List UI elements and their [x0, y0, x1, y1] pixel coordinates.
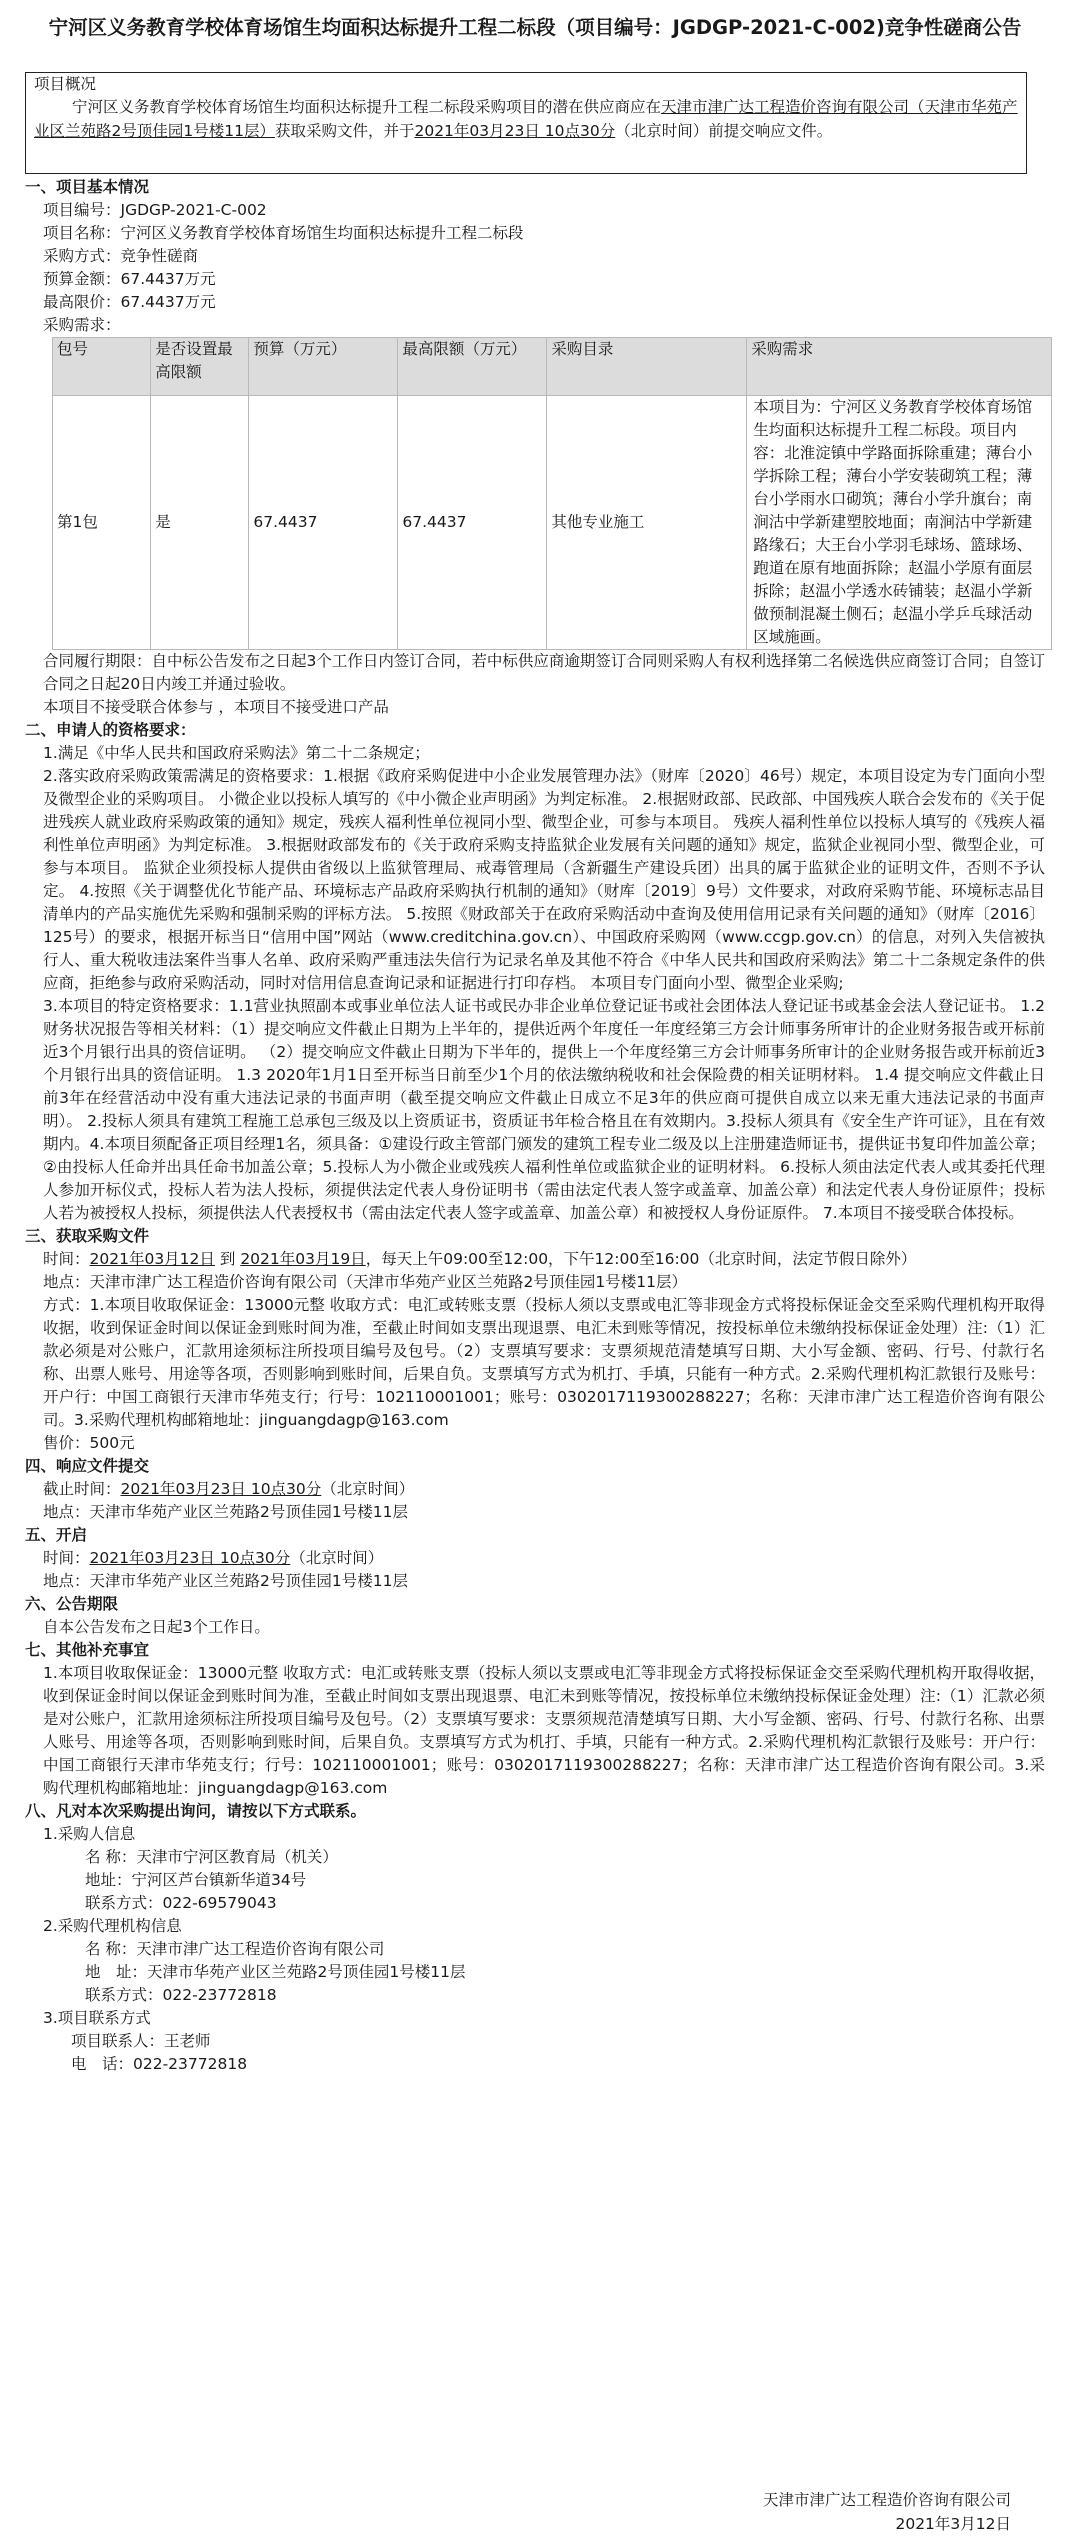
opening-time-label: 时间：: [43, 1549, 90, 1567]
contact-phone: 电 话：022-23772818: [71, 2055, 248, 2073]
section-3-heading: 三、获取采购文件: [25, 1227, 150, 1245]
signer-organization: 天津市津广达工程造价咨询有限公司: [762, 2491, 1011, 2509]
acquire-place: 地点：天津市津广达工程造价咨询有限公司（天津市华苑产业区兰苑路2号顶佳园1号楼11层）: [43, 1273, 687, 1291]
acquire-start-date: 2021年03月12日: [89, 1250, 215, 1268]
main-content: [25, 176, 1045, 2076]
contract-period: 合同履行期限：自中标公告发布之日起3个工作日内签订合同，若中标供应商逾期签订合同则采购人有权利选择第二名候选供应商签订合同；自签订合同之日起20日内竣工并通过验收。: [43, 652, 1045, 693]
qualification-3: 3.本项目的特定资格要求：1.1营业执照副本或事业单位法人证书或民办非企业单位登记证书或社会团体法人登记证书或基金会法人登记证书。 1.2 财务状况报告等相关材料：（1）提交响应文件截止日期为上半年的，提供近两个年度任一年度经第三方会计师事务所审计的企业财务报告或开标前近3个月银行出具的资信证明。 （2）提交响应文件截止日期为下半年的，提供上一个年度经第三方会计师事务所审计的企业财务报告或开标前近3个月银行出具的资信证明。 1.3 2020年1月1日至开标当日前至少1个月的依法缴纳税收和社会保险费的相关证明材料。 1.4 提交响应文件截止日前3年在经营活动中没有重大违法记录的书面声明（截至提交响应文件截止日成立不足3年的供应商可提供自成立以来无重大违法记录的书面声明）。 2.投标人须具有建筑工程施工总承包三级及以上资质证书，资质证书年检合格且在有效期内。3.投标人须具有《安全生产许可证》，且在有效期内。4.本项目须配备正项目经理1名，须具备：①建设行政主管部门颁发的建筑工程专业二级及以上注册建造师证书，提供证书复印件加盖公章；②由投标人任命并出具任命书加盖公章；5.投标人为小微企业或残疾人福利性单位或监狱企业的证明材料。 6.投标人须由法定代表人或其委托代理人参加开标仪式，投标人若为法人投标，须提供法定代表人身份证明书（需由法定代表人签字或盖章、加盖公章）和法定代表人身份证原件；投标人若为被授权人投标，须提供法人代表授权书（需由法定代表人签字或盖章、加盖公章）和被授权人身份证原件。 7.本项目不接受联合体投标。: [43, 997, 1045, 1222]
buyer-phone: 联系方式：022-69579043: [85, 1894, 277, 1912]
buyer-name: 名 称：天津市宁河区教育局（机关）: [85, 1848, 338, 1866]
acquire-price: 售价：500元: [43, 1434, 135, 1452]
contact-heading: 3.项目联系方式: [43, 2009, 151, 2027]
max-price: 最高限价：67.4437万元: [43, 293, 216, 311]
acquire-time-label: 时间：: [43, 1250, 90, 1268]
package-number-cell: 第1包: [53, 396, 151, 650]
opening-time: [25, 1547, 1045, 1570]
overview-text-part: 京时间）前提交响应文件。: [646, 122, 833, 140]
buyer-info-heading: 1.采购人信息: [43, 1825, 136, 1843]
opening-place: 地点：天津市华苑产业区兰苑路2号顶佳园1号楼11层: [43, 1572, 408, 1590]
supplementary-text: 1.本项目收取保证金：13000元整 收取方式：电汇或转账支票（投标人须以支票或电汇等非现金方式将投标保证金交至采购代理机构开取得收据，收到保证金时间以保证金到账时间为准，至截止时间如支票出现退票、电汇未到账等情况，按投标单位未缴纳投标保证金处理）注:（1）汇款必须是对公账户，汇款用途须标注所投项目编号及包号。（2）支票填写要求：支票须规范清楚填写日期、大小写金额、密码、行号、付款行名称、出票人账号、用途等各项，否则影响到账时间，后果自负。支票填写方式为机打、手填，只能有一种方式。2.采购代理机构汇款银行及账号：开户行：中国工商银行天津市华苑支行；行号：102110001001；账号：0302017119300288227；名称：天津市津广达工程造价咨询有限公司。3.采购代理机构邮箱地址：jinguangdagp@163.com: [43, 1664, 1045, 1797]
overview-deadline: 2021年03月23日 10点30分: [414, 122, 616, 140]
consortium-note: 本项目不接受联合体参与 ，本项目不接受进口产品: [43, 698, 389, 716]
overview-text-part: 宁河区义务教育学校体育场馆生均面积达标提升工程二标段采购项目的潜在供应商应在: [72, 98, 662, 116]
submit-deadline-label: 截止时间：: [43, 1480, 121, 1498]
acquire-method: 方式：1.本项目收取保证金：13000元整 收取方式：电汇或转账支票（投标人须以支票或电汇等非现金方式将投标保证金交至采购代理机构开取得收据，收到保证金时间以保证金到账时间为准，至截止时间如支票出现退票、电汇未到账等情况，按投标单位未缴纳投标保证金处理）注:（1）汇款必须是对公账户，汇款用途须标注所投项目编号及包号。（2）支票填写要求：支票须规范清楚填写日期、大小写金额、密码、行号、付款行名称、出票人账号、用途等各项，否则影响到账时间，后果自负。支票填写方式为机打、手填，只能有一种方式。2.采购代理机构汇款银行及账号：开户行：中国工商银行天津市华苑支行；行号：102110001001；账号：0302017119300288227；名称：天津市津广达工程造价咨询有限公司。3.采购代理机构邮箱地址：jinguangdagp@163.com: [43, 1296, 1045, 1429]
section-7-heading: 七、其他补充事宜: [25, 1641, 150, 1659]
qualification-2: 2.落实政府采购政策需满足的资格要求：1.根据《政府采购促进中小企业发展管理办法》（财库〔2020〕46号）规定，本项目设定为专门面向小型及微型企业的采购项目。 小微企业以投标人填写的《中小微企业声明函》为判定标准。 2.根据财政部、民政部、中国残疾人联合会发布的《关于促进残疾人就业政府采购政策的通知》规定，残疾人福利性单位视同小型、微型企业，可参与本项目。 残疾人福利性单位以投标人填写的《残疾人福利性单位声明函》为判定标准。 3.根据财政部发布的《关于政府采购支持监狱企业发展有关问题的通知》规定，监狱企业视同小型、微型企业，可参与本项目。 监狱企业须投标人提供由省级以上监狱管理局、戒毒管理局（含新疆生产建设兵团）出具的属于监狱企业的证明文件，否则不予认定。 4.按照《关于调整优化节能产品、环境标志产品政府采购执行机制的通知》（财库〔2019〕9号）文件要求，对政府采购节能、环境标志品目清单内的产品实施优先采购和强制采购的评标方法。 5.按照《财政部关于在政府采购活动中查询及使用信用记录有关问题的通知》（财库〔2016〕125号）的要求，根据开标当日“信用中国”网站（www.creditchina.gov.cn）、中国政府采购网（www.ccgp.gov.cn）的信息，对列入失信被执行人、重大税收违法案件当事人名单、政府采购严重违法失信行为记录名单及其他不符合《中华人民共和国政府采购法》第二十二条规定条件的供应商，拒绝参与政府采购活动，同时对信用信息查询记录和证据进行打印存档。 本项目专门面向小型、微型企业采购;: [43, 767, 1045, 992]
overview-agency-address: 询有限公司（天津市华苑产业区兰苑路2号顶佳园1号楼11层）: [34, 98, 1018, 140]
procurement-needs-label: 采购需求：: [43, 316, 121, 334]
announcement-period: 自本公告发布之日起3个工作日。: [43, 1618, 270, 1636]
limit-set-cell: 是: [151, 396, 249, 650]
acquire-end-date: 2021年03月19日: [240, 1250, 366, 1268]
project-number: 项目编号：JGDGP-2021-C-002: [43, 201, 267, 219]
signer-date: 2021年3月12日: [895, 2515, 1011, 2533]
max-limit-cell: 67.4437: [398, 396, 547, 650]
table-header-cell: 包号: [53, 338, 151, 396]
section-4-heading: 四、响应文件提交: [25, 1457, 150, 1475]
agent-name: 名 称：天津市津广达工程造价咨询有限公司: [85, 1940, 385, 1958]
buyer-address: 地址：宁河区芦台镇新华道34号: [85, 1871, 307, 1889]
budget-amount: 预算金额：67.4437万元: [43, 270, 216, 288]
page-title: 宁河区义务教育学校体育场馆生均面积达标提升工程二标段（项目编号：JGDGP-2021-C-002)竞争性磋商公告: [48, 16, 1022, 39]
section-2-heading: 二、申请人的资格要求：: [25, 721, 196, 739]
acquire-time-to: 到: [219, 1250, 236, 1268]
budget-cell: 67.4437: [249, 396, 398, 650]
section-5-heading: 五、开启: [25, 1526, 88, 1544]
table-header-cell: 最高限额（万元）: [398, 338, 547, 396]
table-header-row: [53, 338, 1052, 396]
catalog-cell: 其他专业施工: [547, 396, 747, 650]
agent-phone: 联系方式：022-23772818: [85, 1986, 277, 2004]
table-header-cell: 采购目录: [547, 338, 747, 396]
table-header-cell: 预算（万元）: [249, 338, 398, 396]
section-8-heading: 八、凡对本次采购提出询问，请按以下方式联系。: [25, 1802, 367, 1820]
requirements-cell: 本项目为：宁河区义务教育学校体育场馆生均面积达标提升工程二标段。项目内容：北淮淀镇中学路面拆除重建；薄台小学拆除工程；薄台小学安装砌筑工程；薄台小学雨水口砌筑；薄台小学升旗台；南涧沽中学新建塑胶地面；南涧沽中学新建路缘石；大王台小学羽毛球场、篮球场、跑道在原有地面拆除；赵温小学原有面层拆除；赵温小学透水砖铺装；赵温小学新做预制混凝土侧石；赵温小学乒乓球活动区域施画。: [747, 396, 1052, 650]
table-header-cell: 采购需求: [747, 338, 1052, 396]
procurement-method: 采购方式：竞争性磋商: [43, 247, 199, 265]
submit-deadline-date: 2021年03月23日 10点30分: [120, 1480, 322, 1498]
agent-address: 地 址：天津市华苑产业区兰苑路2号顶佳园1号楼11层: [85, 1963, 466, 1981]
agent-info-heading: 2.采购代理机构信息: [43, 1917, 182, 1935]
overview-text: [34, 95, 1018, 143]
opening-tz: （北京时间）: [290, 1549, 384, 1567]
submit-deadline: [25, 1478, 1045, 1501]
acquire-time: [25, 1248, 1045, 1271]
submit-deadline-tz: （北京时间）: [321, 1480, 415, 1498]
acquire-time-hours: ，每天上午09:00至12:00，下午12:00至16:00（北京时间，法定节假日除外）: [365, 1250, 917, 1268]
section-1-heading: 一、项目基本情况: [25, 178, 150, 196]
overview-agency-link: 天津市津广达工程造价咨: [661, 98, 832, 116]
submit-place: 地点：天津市华苑产业区兰苑路2号顶佳园1号楼11层: [43, 1503, 408, 1521]
overview-heading: 项目概况: [34, 75, 97, 93]
contact-person: 项目联系人：王老师: [71, 2032, 211, 2050]
project-name: 项目名称：宁河区义务教育学校体育场馆生均面积达标提升工程二标段: [43, 224, 524, 242]
overview-text-part: 获取采购文件，并于: [274, 122, 415, 140]
section-6-heading: 六、公告期限: [25, 1595, 119, 1613]
table-header-cell: 是否设置最高限额: [151, 338, 249, 396]
procurement-table: [52, 337, 1052, 650]
opening-date: 2021年03月23日 10点30分: [89, 1549, 291, 1567]
project-overview-box: [25, 72, 1027, 174]
overview-text-part: （北: [615, 122, 647, 140]
qualification-1: 1.满足《中华人民共和国政府采购法》第二十二条规定；: [43, 744, 430, 762]
table-row: [53, 396, 1052, 650]
